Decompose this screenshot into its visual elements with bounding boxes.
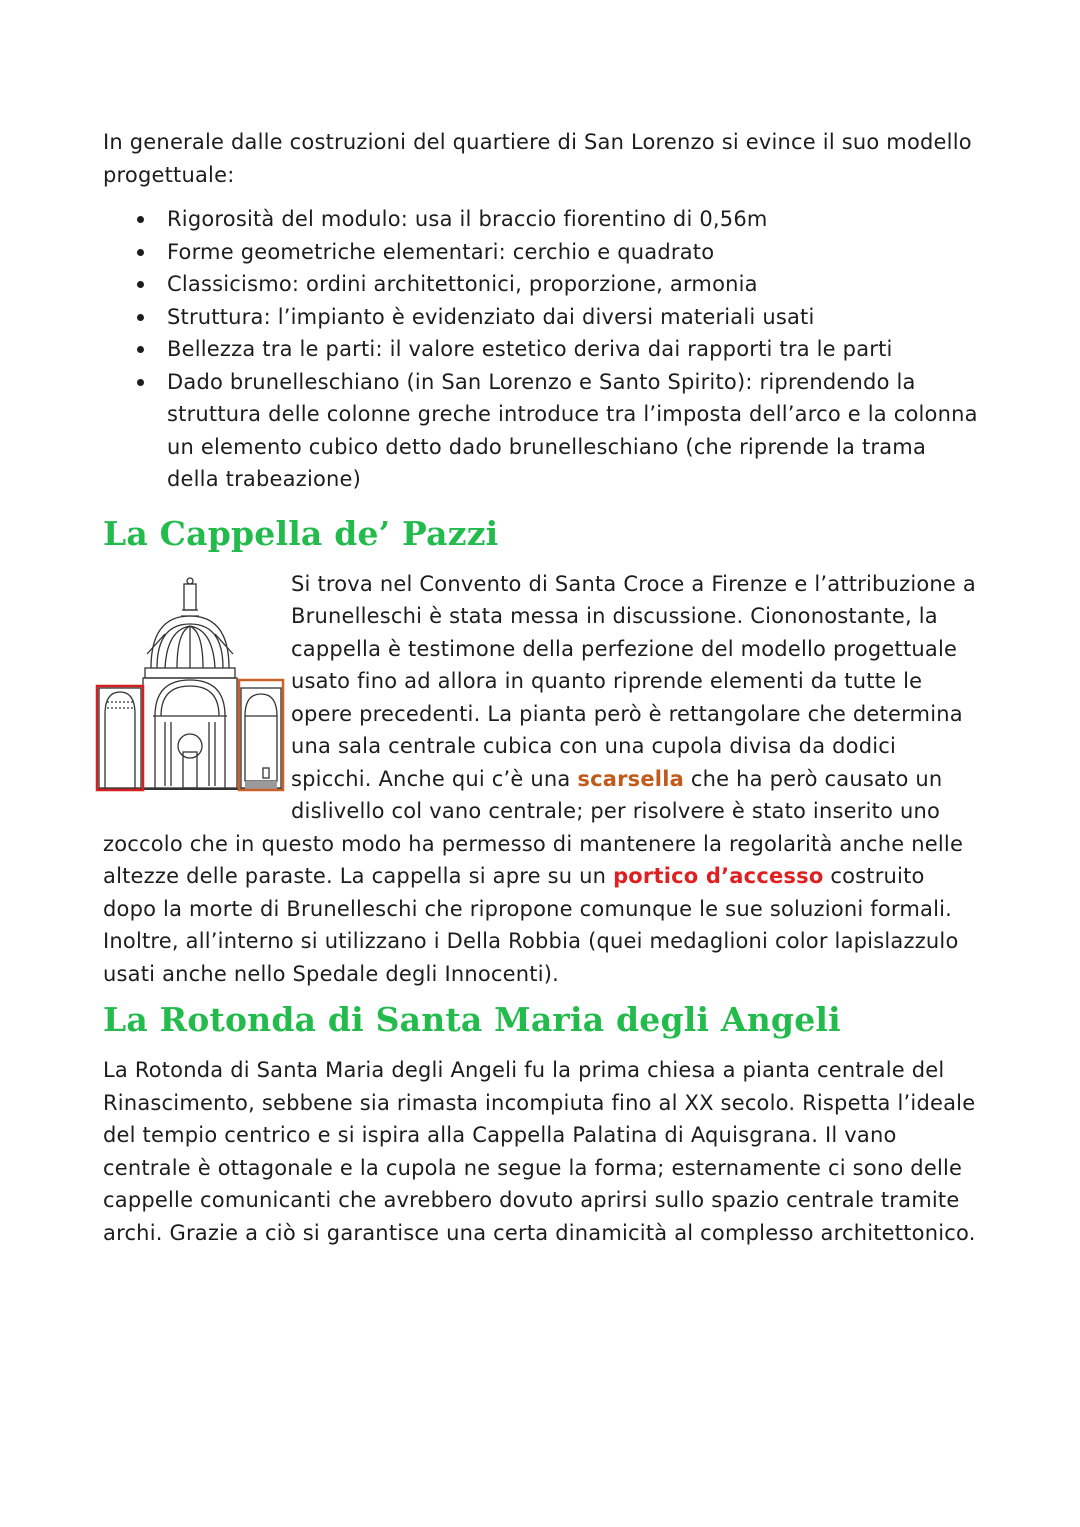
intro-paragraph: In generale dalle costruzioni del quartiere di San Lorenzo si evince il suo modello progettuale: <box>103 130 972 187</box>
heading-rotonda: La Rotonda di Santa Maria degli Angeli <box>103 1000 841 1039</box>
list-item <box>167 333 983 366</box>
list-item-text: Bellezza tra le parti: il valore estetico deriva dai rapporti tra le parti <box>167 337 893 361</box>
heading-cappella-pazzi: La Cappella de’ Pazzi <box>103 513 499 553</box>
list-item-text: Dado brunelleschiano (in San Lorenzo e Santo Spirito): riprendendo la struttura delle colonne greche introduce tra l’imposta dell’arco e la colonna un elemento cubico detto dado brunelleschiano (che riprende la trama della trabeazione) <box>167 369 978 491</box>
pazzi-paragraph <box>103 568 983 991</box>
bullet-icon <box>137 281 144 288</box>
list-item-text: Struttura: l’impianto è evidenziato dai diversi materiali usati <box>167 304 815 329</box>
list-item <box>167 268 983 301</box>
list-item-text: Classicismo: ordini architettonici, proporzione, armonia <box>167 272 758 296</box>
list-item-text: Rigorosità del modulo: usa il braccio fiorentino di 0,56m <box>167 207 768 231</box>
bullet-icon <box>137 379 144 386</box>
bullet-icon <box>137 216 144 223</box>
pazzi-text-part-1: Si trova nel Convento di Santa Croce a Firenze e l’attribuzione a Brunelleschi è stata messa in discussione. Ciononostante, la cappella è testimone della perfezione del modello progettuale usato fino ad allora in quanto riprende elementi da tutte le opere precedenti. La pianta però è rettangolare che determina una sala centrale cubica con una cupola divisa da dodici spicchi. Anche qui c’è una <box>291 571 976 791</box>
list-item <box>167 203 983 236</box>
term-scarsella: scarsella <box>577 766 684 791</box>
bullet-icon <box>137 346 144 353</box>
bullet-icon <box>137 314 144 321</box>
principles-list <box>103 203 983 496</box>
list-item-text: Forme geometriche elementari: cerchio e quadrato <box>167 239 715 264</box>
chapel-section-drawing <box>95 576 285 796</box>
rotonda-section <box>103 1054 983 1249</box>
pazzi-text-part-3: costruito dopo la morte di Brunelleschi che ripropone comunque le sue soluzioni formali. Inoltre, all’interno si utilizzano i Della Robbia (quei medaglioni color lapislazzulo usati anche nello Spedale degli Innocenti). <box>103 864 959 986</box>
list-item <box>167 366 983 496</box>
term-portico: portico d’accesso <box>613 864 824 888</box>
pazzi-section <box>103 568 983 991</box>
pazzi-text-part-2: che ha però causato un dislivello col vano centrale; per risolvere è stato inserito uno zoccolo che in questo modo ha permesso di mantenere la regolarità anche nelle altezze delle paraste. La cappella si apre su un <box>103 766 964 888</box>
list-item <box>167 236 983 269</box>
document-page <box>103 126 983 1249</box>
list-item <box>167 301 983 334</box>
bullet-icon <box>137 249 144 256</box>
rotonda-paragraph: La Rotonda di Santa Maria degli Angeli fu la prima chiesa a pianta centrale del Rinascimento, sebbene sia rimasta incompiuta fino al XX secolo. Rispetta l’ideale del tempio centrico e si ispira alla Cappella Palatina di Aquisgrana. Il vano centrale è ottagonale e la cupola ne segue la forma; esternamente ci sono delle cappelle comunicanti che avrebbero dovuto aprirsi sullo spazio centrale tramite archi. Grazie a ciò si garantisce una certa dinamicità al complesso architettonico. <box>103 1058 976 1245</box>
